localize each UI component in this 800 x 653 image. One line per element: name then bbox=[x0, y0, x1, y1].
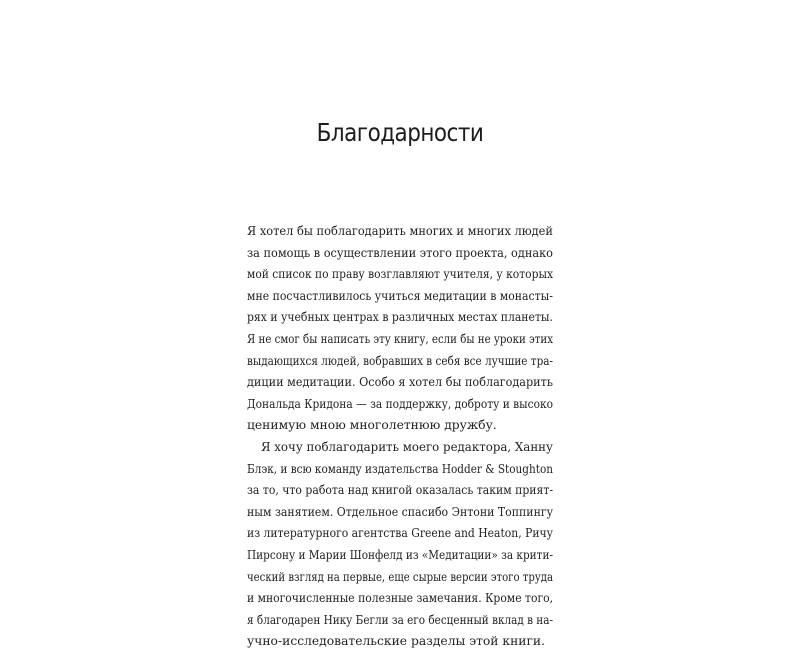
paragraph-2-line-1: Я хочу поблагодарить моего редактора, Ханну bbox=[261, 439, 553, 454]
paragraph-1-line-5: рях и учебных центрах в различных местах планеты. bbox=[247, 310, 553, 325]
acknowledgements-text bbox=[247, 221, 553, 653]
paragraph-1-line-8: диции медитации. Особо я хотел бы поблагодарить bbox=[247, 375, 553, 390]
paragraph-2-line-4: ным занятием. Отдельное спасибо Энтони Топпингу bbox=[247, 504, 554, 519]
page-title: Благодарности bbox=[316, 118, 484, 147]
paragraph-2-line-2: Блэк, и всю команду издательства Hodder & Stoughton bbox=[247, 461, 554, 476]
paragraph-1-line-1: Я хотел бы поблагодарить многих и многих людей bbox=[247, 224, 554, 238]
paragraph-1-line-4: мне посчастливилось учиться медитации в монасты- bbox=[247, 288, 553, 303]
paragraph-1-line-9: Дональда Кридона — за поддержку, доброту и высоко bbox=[247, 396, 554, 411]
paragraph-2-line-7: ческий взгляд на первые, еще сырые версии этого труда bbox=[247, 569, 554, 584]
paragraph-2-line-3: за то, что работа над книгой оказалась таким прият- bbox=[247, 483, 554, 498]
paragraph-1-line-10: ценимую мною многолетнюю дружбу. bbox=[247, 418, 497, 433]
paragraph-1-line-2: за помощь в осуществлении этого проекта, однако bbox=[247, 245, 553, 260]
paragraph-1-line-6: Я не смог бы написать эту книгу, если бы не уроки этих bbox=[247, 331, 553, 346]
paragraph-2-line-10: учно-исследовательские разделы этой книги. bbox=[247, 634, 546, 649]
paragraph-1-line-7: выдающихся людей, вобравших в себя все лучшие тра- bbox=[247, 353, 554, 368]
paragraph-2-line-6: Пирсону и Марии Шонфелд из «Медитации» за крити- bbox=[247, 547, 553, 562]
paragraph-2-line-9: я благодарен Нику Бегли за его бесценный вклад в на- bbox=[247, 612, 553, 627]
paragraph-2-line-8: и многочисленные полезные замечания. Кроме того, bbox=[247, 591, 554, 606]
paragraph-2-line-5: из литературного агентства Greene and Heaton, Ричу bbox=[247, 526, 554, 541]
paragraph-1-line-3: мой список по праву возглавляют учителя, у которых bbox=[247, 267, 554, 282]
